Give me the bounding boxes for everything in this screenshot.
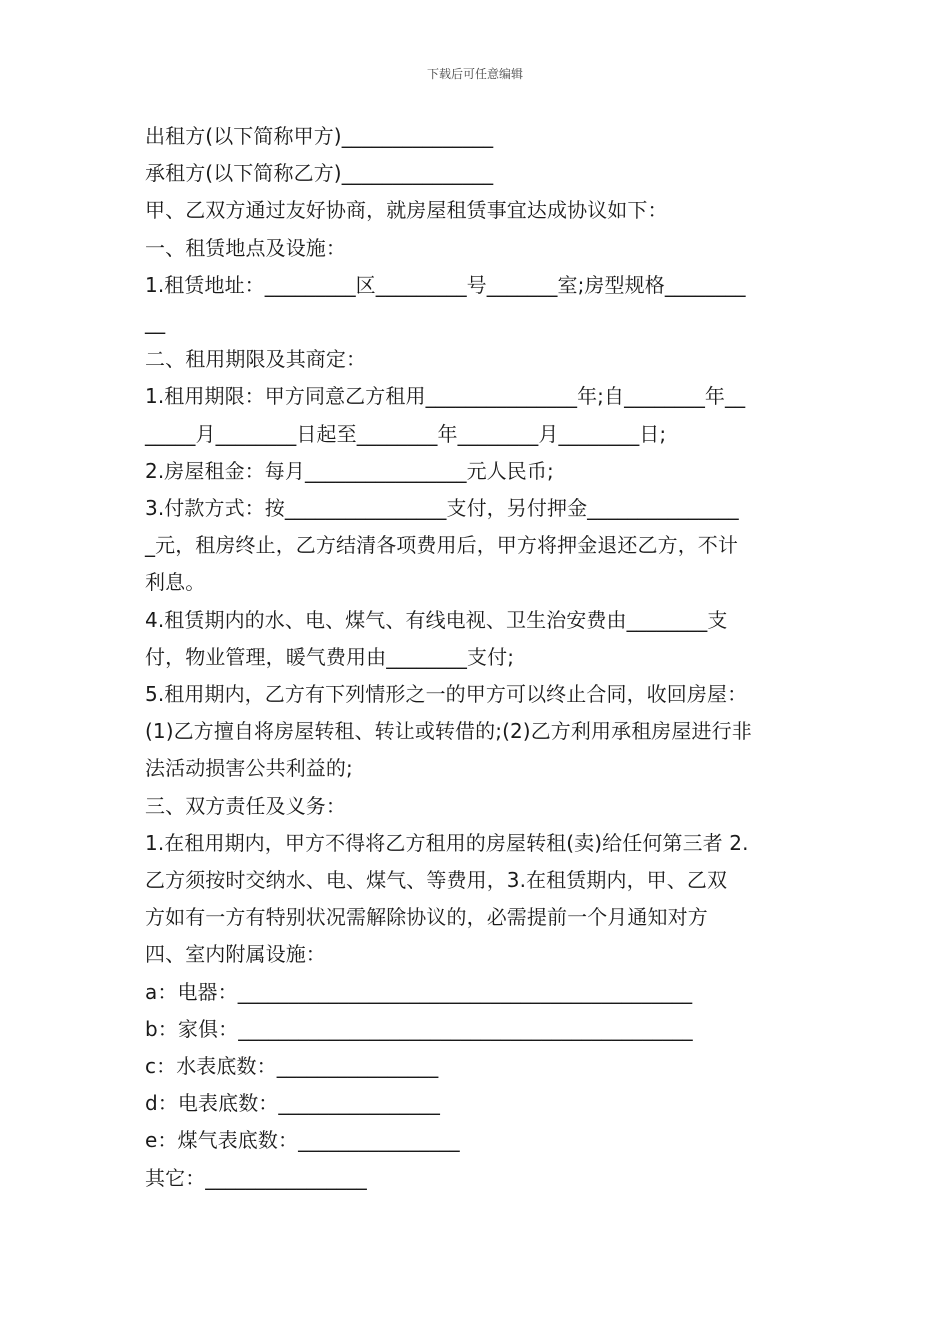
page-header-note: 下载后可任意编辑 [426,67,523,81]
clause-termination-cont-2: 法活动损害公共利益的; [145,756,353,781]
clause-duties-cont-2: 方如有一方有特别状况需解除协议的，必需提前一个月通知对方 [145,905,708,930]
clause-termination-cont: (1)乙方擅自将房屋转租、转让或转借的;(2)乙方利用承租房屋进行非 [145,719,752,744]
section-heading-term: 二、租用期限及其商定： [145,347,367,372]
clause-rent: 2.房屋租金：每月________________元人民币; [145,458,554,483]
facility-gas-meter: e：煤气表底数：________________ [145,1128,460,1153]
clause-term-cont: _____月________日起至________年________月________日; [145,421,667,446]
section-heading-duties: 三、双方责任及义务： [145,793,346,818]
lessor-line: 出租方(以下简称甲方)_______________ [145,124,494,148]
section-heading-location: 一、租赁地点及设施： [145,235,346,260]
contract-body [145,118,813,1197]
clause-utilities-cont: 付，物业管理，暖气费用由________支付; [145,644,515,669]
clause-duties: 1.在租用期内，甲方不得将乙方租用的房屋转租(卖)给任何第三者 2. [145,830,749,855]
facility-electric-meter: d：电表底数：________________ [145,1091,440,1116]
clause-address: 1.租赁地址：_________区_________号_______室;房型规格________ [145,272,746,297]
facility-furniture: b：家俱：_____________________________________________ [145,1016,693,1041]
facility-other: 其它：________________ [145,1165,367,1190]
clause-address-cont: __ [145,310,166,335]
clause-payment-cont: _元，租房终止，乙方结清各项费用后，甲方将押金退还乙方，不计 [145,533,738,558]
clause-payment: 3.付款方式：按________________支付，另付押金_______________ [145,496,739,521]
facility-appliances: a：电器：_____________________________________________ [145,979,693,1004]
clause-termination: 5.租用期内，乙方有下列情形之一的甲方可以终止合同，收回房屋： [145,682,748,707]
clause-term: 1.租用期限：甲方同意乙方租用_______________年;自________年__ [145,384,746,409]
facility-water-meter: c：水表底数：________________ [145,1054,439,1079]
section-heading-facilities: 四、室内附属设施： [145,942,326,967]
agreement-intro: 甲、乙双方通过友好协商，就房屋租赁事宜达成协议如下： [145,198,668,223]
clause-duties-cont: 乙方须按时交纳水、电、煤气、等费用，3.在租赁期内，甲、乙双 [145,868,728,893]
clause-payment-cont-2: 利息。 [145,570,206,595]
clause-utilities: 4.租赁期内的水、电、煤气、有线电视、卫生治安费由________支 [145,607,728,632]
lessee-line: 承租方(以下简称乙方)_______________ [145,161,494,186]
